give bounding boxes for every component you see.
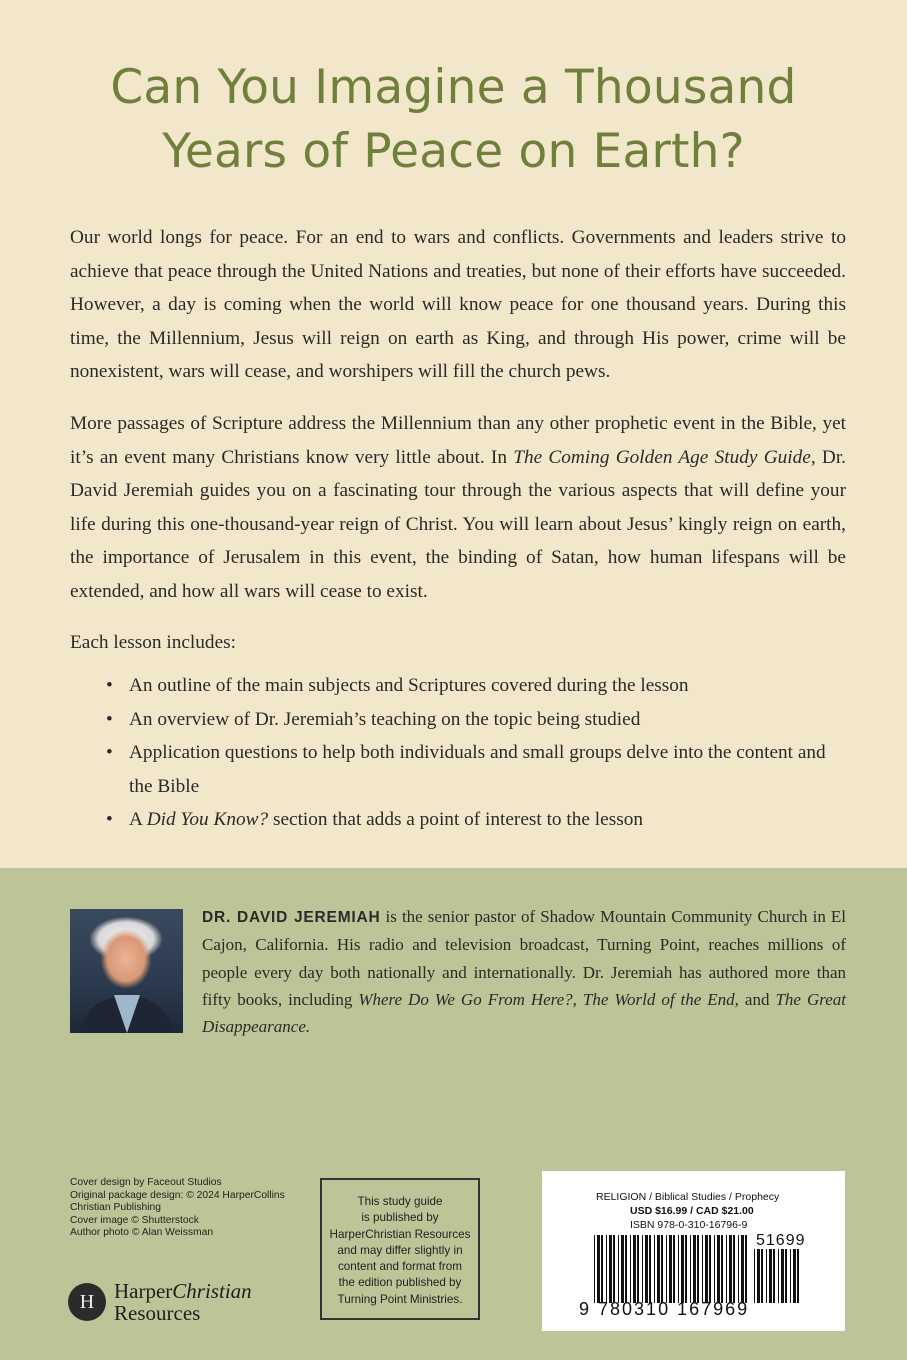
author-name: DR. DAVID JEREMIAH: [202, 909, 381, 926]
list-item: [70, 736, 846, 803]
barcode-bar: [666, 1235, 667, 1303]
did-you-know-title: Did You Know?: [146, 809, 269, 830]
list-item-text: Application questions to help both individuals and small groups delve into the content and the Bible: [129, 742, 826, 797]
barcode-bar: [649, 1235, 651, 1303]
notice-line: Turning Point Ministries.: [337, 1292, 463, 1306]
isbn: ISBN 978-0-310-16796-9: [630, 1219, 748, 1231]
edition-notice: [320, 1178, 480, 1320]
barcode-bar: [633, 1235, 636, 1303]
barcode-bar: [618, 1235, 619, 1303]
barcode-bar: [657, 1235, 660, 1303]
lesson-feature-list: [70, 669, 846, 837]
barcode-bar: [690, 1235, 691, 1303]
barcode-bar: [729, 1235, 732, 1303]
barcode-bar: [654, 1235, 655, 1303]
author-book-list-1: Where Do We Go From Here?, The World of the End,: [358, 989, 739, 1009]
barcode-bar: [726, 1235, 727, 1303]
barcode-bar: [773, 1249, 775, 1303]
barcode-bar: [601, 1235, 603, 1303]
description-paragraph-1: Our world longs for peace. For an end to wars and conflicts. Governments and leaders strive to achieve that peace through the United Nations and treaties, but none of their efforts have succeeded. However, a day is coming when the world will know peace for one thousand years. During this time, the Millennium, Jesus will reign on earth as King, and through His power, crime will be nonexistent, wars will cease, and worshipers will fill the church pews.: [70, 227, 846, 382]
author-bio-and: and: [738, 989, 776, 1009]
credit-line: Cover image © Shutterstock: [70, 1214, 199, 1226]
bullet-dot: •: [106, 809, 113, 830]
barcode-bar: [790, 1249, 791, 1303]
ean-barcode: [594, 1235, 749, 1303]
barcode-bar: [693, 1235, 696, 1303]
barcode-bar: [757, 1249, 760, 1303]
bullet-dot: •: [106, 708, 113, 730]
headline: [0, 56, 907, 184]
list-item: [70, 703, 846, 737]
lesson-intro: Each lesson includes:: [70, 632, 236, 653]
barcode-bar: [785, 1249, 787, 1303]
barcode-bar: [733, 1235, 735, 1303]
barcode-bar: [714, 1235, 715, 1303]
barcode-bar: [669, 1235, 672, 1303]
cover-credits: [70, 1177, 300, 1240]
barcode-bar: [741, 1235, 744, 1303]
barcode-bar: [609, 1235, 612, 1303]
barcode-bar: [594, 1235, 595, 1303]
barcode-bar: [778, 1249, 779, 1303]
credit-line: Original package design: © 2024 HarperCollins: [70, 1189, 285, 1201]
barcode-bar: [705, 1235, 708, 1303]
credit-line: Author photo © Alan Weissman: [70, 1227, 214, 1238]
publisher-name-line-2: Resources: [114, 1301, 201, 1325]
publisher-logo: [68, 1278, 298, 1328]
credit-line: Cover design by Faceout Studios: [70, 1177, 222, 1188]
barcode-bar: [781, 1249, 784, 1303]
list-item: [70, 669, 846, 703]
barcode-bar: [681, 1235, 684, 1303]
bullet-dot: •: [106, 742, 113, 763]
author-bio-text: is the senior pastor of Shadow Mountain Community Church in El Cajon, California. His radio and television broadcast, Turning Point, reaches millions of people every day both nationally and internationally. Dr. Jeremiah has authored more than fifty books, including: [202, 907, 846, 1009]
barcode-bar: [797, 1249, 799, 1303]
paragraph-2-intro: More passages of Scripture address the Millennium than any other prophetic event in the Bible, yet it’s an event many Christians know very little about. In: [70, 413, 846, 468]
barcode-bar: [702, 1235, 703, 1303]
barcode-bar: [738, 1235, 739, 1303]
barcode-bar: [621, 1235, 624, 1303]
barcode-bar: [745, 1235, 747, 1303]
publisher-mark-icon: H: [68, 1283, 106, 1321]
barcode-bar: [721, 1235, 723, 1303]
barcode-bar: [697, 1235, 699, 1303]
barcode-bar: [642, 1235, 643, 1303]
price: USD $16.99 / CAD $21.00: [630, 1205, 754, 1217]
barcode-bar: [685, 1235, 687, 1303]
bisac-category: RELIGION / Biblical Studies / Prophecy: [596, 1191, 780, 1203]
barcode-bar: [625, 1235, 627, 1303]
barcode-bar: [645, 1235, 648, 1303]
barcode-bar: [717, 1235, 720, 1303]
barcode-bar: [637, 1235, 639, 1303]
barcode-bar: [754, 1249, 755, 1303]
barcode-bar: [673, 1235, 675, 1303]
barcode-bar: [597, 1235, 600, 1303]
barcode-bar: [613, 1235, 615, 1303]
addon-barcode: [754, 1249, 800, 1303]
bullet-dot: •: [106, 675, 113, 696]
author-book-list-2: The Great Disappearance.: [202, 989, 846, 1037]
author-bio: [202, 903, 846, 1040]
headline-line-1: Can You Imagine a Thousand: [110, 60, 797, 115]
barcode-bar: [709, 1235, 711, 1303]
list-item-text: An overview of Dr. Jeremiah’s teaching on the topic being studied: [129, 708, 641, 730]
notice-line: the edition published by: [338, 1276, 462, 1290]
price-addon-code: 51699: [756, 1232, 806, 1249]
notice-line: HarperChristian Resources: [329, 1227, 471, 1241]
publisher-name-part-2: Christian: [172, 1279, 252, 1303]
author-photo: [70, 909, 183, 1033]
barcode-bar: [766, 1249, 767, 1303]
credit-line: Christian Publishing: [70, 1202, 162, 1213]
barcode-bar: [606, 1235, 607, 1303]
barcode-bar: [661, 1235, 663, 1303]
barcode-bar: [793, 1249, 796, 1303]
notice-line: This study guide: [357, 1195, 443, 1208]
barcode-bar: [761, 1249, 763, 1303]
barcode-bar: [630, 1235, 631, 1303]
book-title: The Coming Golden Age Study Guide: [513, 446, 811, 468]
barcode-bar: [769, 1249, 772, 1303]
list-item-prefix: A: [129, 809, 147, 830]
ean-number: 9 780310 167969: [579, 1299, 750, 1319]
list-item-suffix: section that adds a point of interest to the lesson: [268, 809, 643, 830]
description-paragraph-2: [70, 407, 846, 608]
list-item-text: An outline of the main subjects and Scriptures covered during the lesson: [129, 675, 689, 696]
publisher-name-part-1: Harper: [114, 1279, 173, 1303]
barcode-box: [542, 1171, 845, 1331]
notice-line: and may differ slightly in: [337, 1243, 463, 1257]
list-item: [70, 803, 846, 837]
headline-line-2: Years of Peace on Earth?: [162, 124, 745, 179]
notice-line: content and format from: [337, 1260, 463, 1274]
barcode-bar: [678, 1235, 679, 1303]
notice-line: is published by: [361, 1211, 439, 1225]
paragraph-2-rest: , Dr. David Jeremiah guides you on a fascinating tour through the various aspects that will define your life during this one-thousand-year reign of Christ. You will learn about Jesus’ kingly reign on earth, the importance of Jerusalem in this event, the binding of Satan, how human lifespans will be extended, and how all wars will cease to exist.: [70, 446, 846, 602]
